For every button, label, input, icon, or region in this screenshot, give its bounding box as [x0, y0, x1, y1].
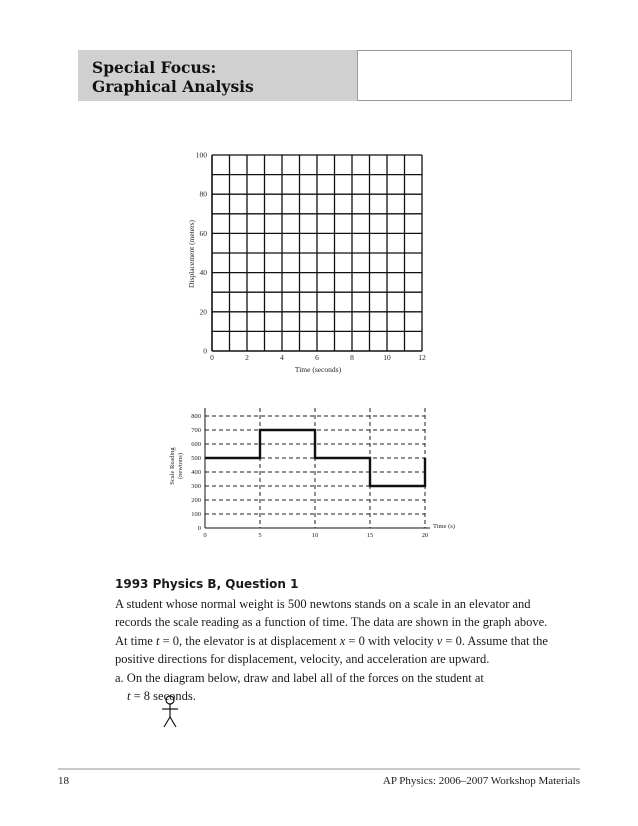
section-header	[78, 50, 357, 101]
y-tick-label: 500	[191, 455, 201, 463]
y-tick-label: 60	[199, 228, 207, 238]
x-tick-label: 10	[383, 353, 391, 362]
x-tick-label: 12	[418, 353, 426, 362]
y-tick-label: 700	[191, 427, 201, 435]
section-title-line1: Special Focus:	[92, 58, 217, 77]
publication-title: AP Physics: 2006–2007 Workshop Materials	[382, 775, 580, 787]
x-tick-label: 20	[421, 532, 429, 539]
y-tick-label: 40	[199, 268, 207, 278]
question-block	[115, 575, 565, 706]
grid-lines	[205, 408, 430, 528]
question-line: records the scale reading as a function of time. The data are shown in the graph above.	[115, 615, 548, 629]
series-line	[205, 430, 425, 486]
y-axis-label: Displacement (meters)	[187, 219, 196, 289]
header-box	[357, 50, 572, 101]
y-axis-label-line1: Scale Reading	[169, 447, 176, 485]
question-line: positive directions for displacement, velocity, and acceleration are upward.	[115, 652, 490, 666]
x-tick-labels	[210, 353, 426, 362]
x-tick-label: 0	[210, 353, 214, 362]
student-stick-figure-icon	[158, 695, 182, 729]
y-tick-label: 80	[199, 189, 207, 199]
y-tick-label: 100	[191, 511, 201, 519]
y-tick-label: 100	[195, 150, 207, 160]
x-axis-label: Time (s)	[433, 523, 455, 530]
x-tick-label: 15	[366, 532, 374, 539]
question-line: A student whose normal weight is 500 newtons stands on a scale in an elevator and	[115, 596, 531, 611]
y-tick-label: 0	[197, 525, 201, 533]
question-part-a: a. On the diagram below, draw and label all of the forces on the student at t = 8 seconds.	[115, 670, 484, 703]
y-tick-labels	[191, 413, 201, 532]
y-tick-label: 400	[191, 469, 201, 477]
x-axis-label: Time (seconds)	[294, 365, 342, 374]
section-title-line2: Graphical Analysis	[92, 77, 254, 96]
x-tick-label: 2	[245, 353, 249, 362]
grid-lines	[212, 155, 422, 351]
y-tick-labels	[196, 151, 208, 356]
x-tick-label: 4	[280, 353, 284, 362]
displacement-time-grid	[170, 140, 460, 380]
x-tick-labels	[203, 532, 428, 539]
x-tick-label: 6	[315, 353, 319, 362]
y-tick-label: 0	[203, 346, 207, 356]
y-tick-label: 200	[191, 497, 201, 505]
y-tick-label: 300	[191, 483, 201, 491]
x-tick-label: 0	[203, 532, 207, 539]
y-tick-label: 800	[191, 413, 201, 421]
page-number: 18	[58, 775, 69, 787]
x-tick-label: 10	[311, 532, 319, 539]
y-tick-label: 600	[191, 441, 201, 449]
scale-reading-chart	[160, 400, 480, 548]
series-lines	[205, 430, 425, 486]
x-tick-label: 8	[350, 353, 354, 362]
y-tick-label: 20	[199, 307, 207, 317]
x-tick-label: 5	[258, 532, 262, 539]
question-line: At time t = 0, the elevator is at displacement x = 0 with velocity v = 0. Assume that the	[115, 633, 548, 648]
footer-rule	[58, 768, 580, 770]
y-axis-label-line2: (newtons)	[177, 453, 184, 479]
question-title: 1993 Physics B, Question 1	[115, 577, 299, 591]
